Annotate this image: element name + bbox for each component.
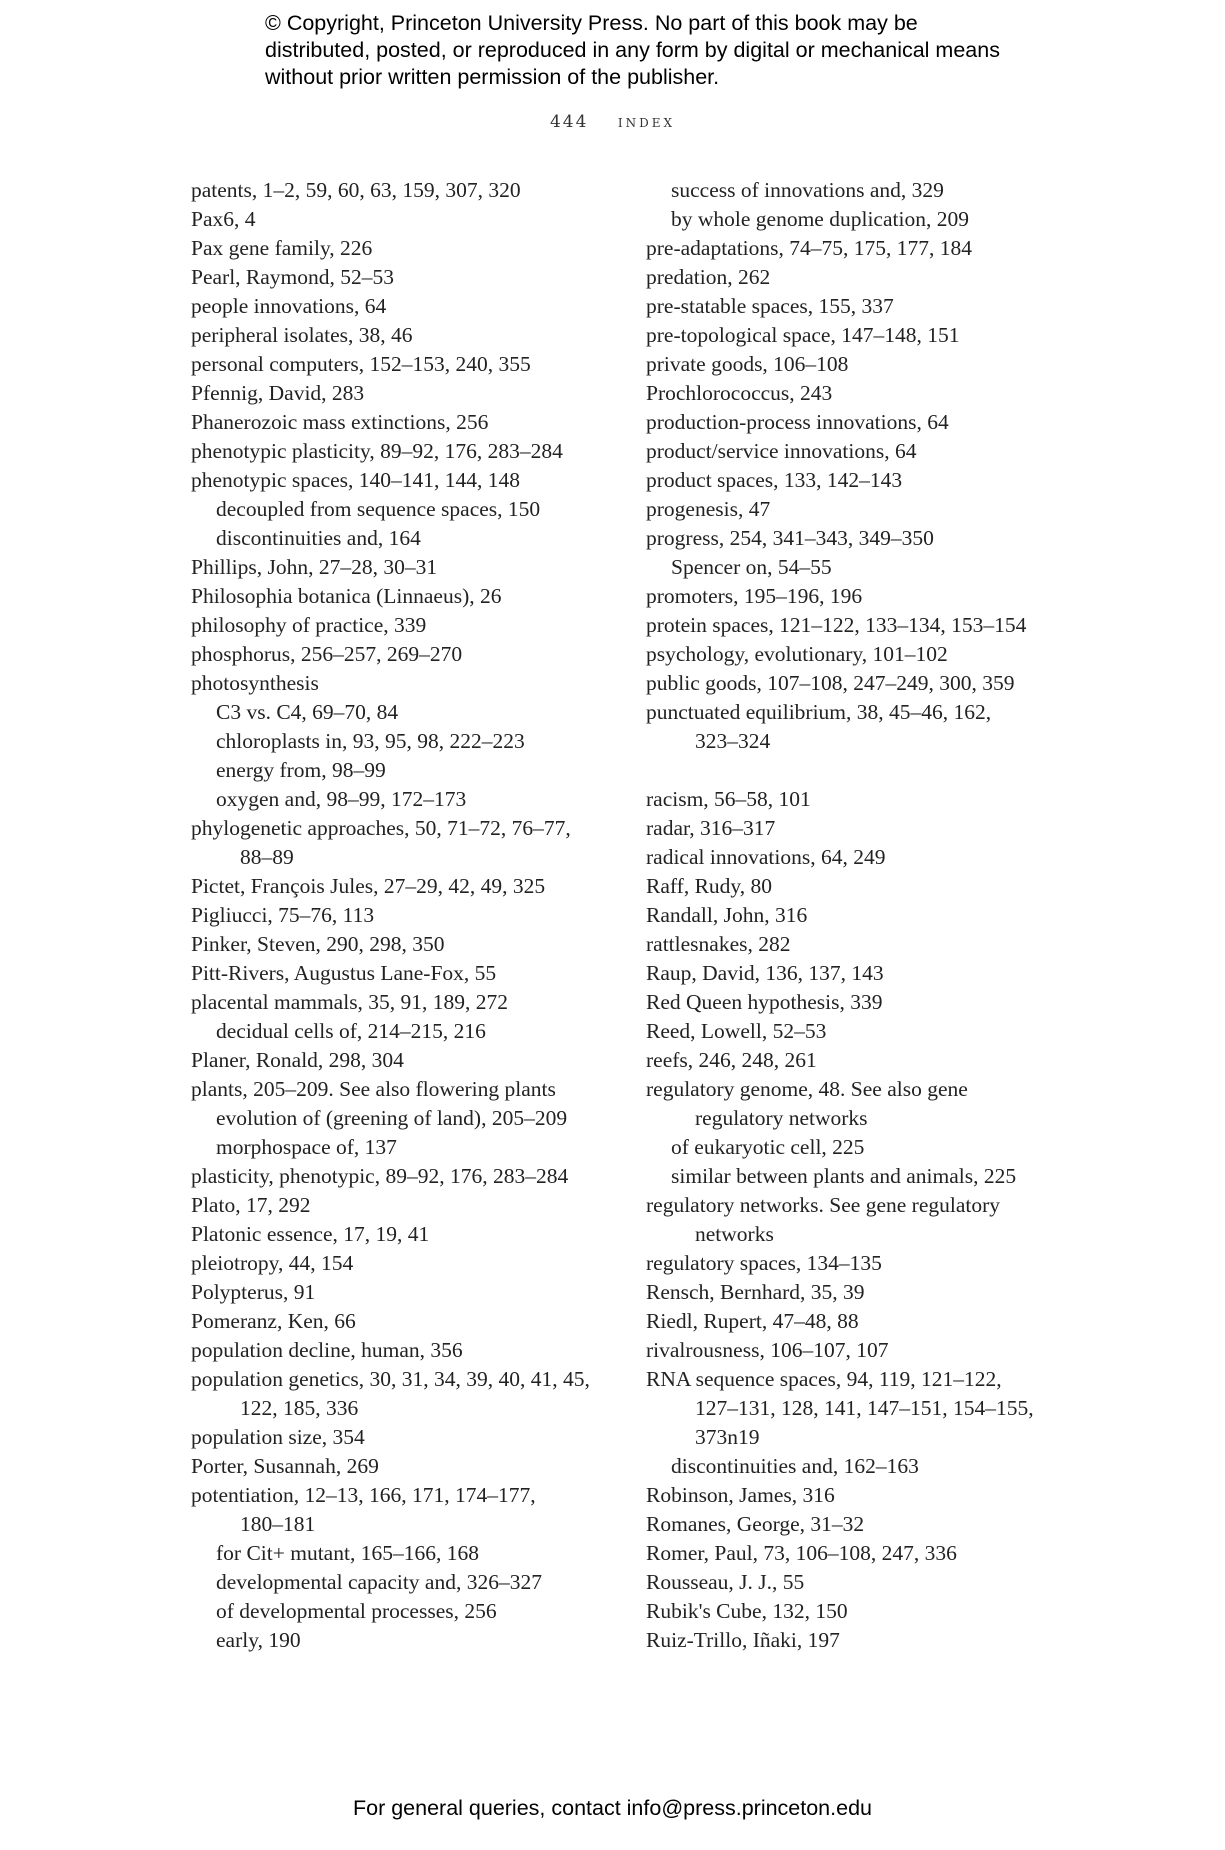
index-entry: Platonic essence, 17, 19, 41 bbox=[191, 1222, 430, 1246]
index-entry: progress, 254, 341–343, 349–350 bbox=[646, 526, 934, 550]
index-entry-continuation: 180–181 bbox=[240, 1512, 316, 1536]
index-entry: Pictet, François Jules, 27–29, 42, 49, 325 bbox=[191, 874, 546, 898]
index-entry: Rubik's Cube, 132, 150 bbox=[646, 1599, 848, 1623]
index-entry: Prochlorococcus, 243 bbox=[646, 381, 833, 405]
index-entry: peripheral isolates, 38, 46 bbox=[191, 323, 413, 347]
index-entry: population size, 354 bbox=[191, 1425, 365, 1449]
index-entry: Plato, 17, 292 bbox=[191, 1193, 311, 1217]
index-subentry: decoupled from sequence spaces, 150 bbox=[216, 497, 541, 521]
index-entry: Phillips, John, 27–28, 30–31 bbox=[191, 555, 438, 579]
index-entry: Pigliucci, 75–76, 113 bbox=[191, 903, 375, 927]
index-entry: regulatory spaces, 134–135 bbox=[646, 1251, 882, 1275]
index-entry: Pearl, Raymond, 52–53 bbox=[191, 265, 395, 289]
index-entry: Phanerozoic mass extinctions, 256 bbox=[191, 410, 489, 434]
index-entry: rivalrousness, 106–107, 107 bbox=[646, 1338, 889, 1362]
index-entry: production-process innovations, 64 bbox=[646, 410, 949, 434]
index-subentry: evolution of (greening of land), 205–209 bbox=[216, 1106, 568, 1130]
index-subentry: of eukaryotic cell, 225 bbox=[671, 1135, 865, 1159]
index-entry: personal computers, 152–153, 240, 355 bbox=[191, 352, 531, 376]
index-entry: Pitt-Rivers, Augustus Lane-Fox, 55 bbox=[191, 961, 497, 985]
index-entry: Pinker, Steven, 290, 298, 350 bbox=[191, 932, 445, 956]
index-subentry: oxygen and, 98–99, 172–173 bbox=[216, 787, 467, 811]
running-head bbox=[0, 112, 1225, 132]
index-entry: promoters, 195–196, 196 bbox=[646, 584, 863, 608]
index-entry: placental mammals, 35, 91, 189, 272 bbox=[191, 990, 509, 1014]
index-entry: philosophy of practice, 339 bbox=[191, 613, 427, 637]
index-entry: regulatory networks. See gene regulatory bbox=[646, 1193, 1001, 1217]
index-entry-continuation: 122, 185, 336 bbox=[240, 1396, 359, 1420]
index-entry: protein spaces, 121–122, 133–134, 153–154 bbox=[646, 613, 1027, 637]
index-entry-continuation: regulatory networks bbox=[695, 1106, 868, 1130]
index-entry: pre-statable spaces, 155, 337 bbox=[646, 294, 894, 318]
index-entry: RNA sequence spaces, 94, 119, 121–122, bbox=[646, 1367, 1002, 1391]
index-entry: Pomeranz, Ken, 66 bbox=[191, 1309, 356, 1333]
index-subentry: for Cit+ mutant, 165–166, 168 bbox=[216, 1541, 479, 1565]
index-entry: phenotypic plasticity, 89–92, 176, 283–284 bbox=[191, 439, 563, 463]
index-entry: Porter, Susannah, 269 bbox=[191, 1454, 379, 1478]
index-entry: Planer, Ronald, 298, 304 bbox=[191, 1048, 404, 1072]
index-subentry: energy from, 98–99 bbox=[216, 758, 386, 782]
index-entry: racism, 56–58, 101 bbox=[646, 787, 811, 811]
index-entry: Rensch, Bernhard, 35, 39 bbox=[646, 1280, 865, 1304]
index-subentry: similar between plants and animals, 225 bbox=[671, 1164, 1017, 1188]
index-entry-continuation: 323–324 bbox=[695, 729, 771, 753]
index-subentry: morphospace of, 137 bbox=[216, 1135, 397, 1159]
index-entry: Red Queen hypothesis, 339 bbox=[646, 990, 883, 1014]
index-entry: Reed, Lowell, 52–53 bbox=[646, 1019, 827, 1043]
index-entry: product/service innovations, 64 bbox=[646, 439, 917, 463]
index-subentry: early, 190 bbox=[216, 1628, 301, 1652]
index-entry: Ruiz-Trillo, Iñaki, 197 bbox=[646, 1628, 840, 1652]
index-subentry: by whole genome duplication, 209 bbox=[671, 207, 969, 231]
index-entry: population genetics, 30, 31, 34, 39, 40, 41, 45, bbox=[191, 1367, 590, 1391]
index-entry: pre-topological space, 147–148, 151 bbox=[646, 323, 960, 347]
index-entry: psychology, evolutionary, 101–102 bbox=[646, 642, 948, 666]
index-entry-continuation: 373n19 bbox=[695, 1425, 760, 1449]
footer-contact: For general queries, contact info@press.princeton.edu bbox=[352, 1796, 872, 1820]
index-subentry: of developmental processes, 256 bbox=[216, 1599, 497, 1623]
index-entry: Philosophia botanica (Linnaeus), 26 bbox=[191, 584, 502, 608]
index-entry: Robinson, James, 316 bbox=[646, 1483, 835, 1507]
index-entry: pleiotropy, 44, 154 bbox=[191, 1251, 354, 1275]
page-number: 444 bbox=[549, 112, 589, 132]
index-entry: regulatory genome, 48. See also gene bbox=[646, 1077, 968, 1101]
index-entry: phenotypic spaces, 140–141, 144, 148 bbox=[191, 468, 521, 492]
index-subentry: C3 vs. C4, 69–70, 84 bbox=[216, 700, 399, 724]
index-subentry: developmental capacity and, 326–327 bbox=[216, 1570, 542, 1594]
index-entry: photosynthesis bbox=[191, 671, 319, 695]
index-entry: public goods, 107–108, 247–249, 300, 359 bbox=[646, 671, 1015, 695]
index-column-left bbox=[191, 176, 611, 1655]
section-title: index bbox=[617, 112, 676, 132]
index-entry: reefs, 246, 248, 261 bbox=[646, 1048, 817, 1072]
index-subentry: Spencer on, 54–55 bbox=[671, 555, 832, 579]
index-entry: plasticity, phenotypic, 89–92, 176, 283–284 bbox=[191, 1164, 569, 1188]
index-entry: punctuated equilibrium, 38, 45–46, 162, bbox=[646, 700, 992, 724]
index-subentry: decidual cells of, 214–215, 216 bbox=[216, 1019, 486, 1043]
index-subentry: discontinuities and, 164 bbox=[216, 526, 421, 550]
index-entry: population decline, human, 356 bbox=[191, 1338, 463, 1362]
index-subentry: discontinuities and, 162–163 bbox=[671, 1454, 919, 1478]
index-entry: progenesis, 47 bbox=[646, 497, 771, 521]
index-entry: radar, 316–317 bbox=[646, 816, 776, 840]
index-entry: product spaces, 133, 142–143 bbox=[646, 468, 903, 492]
index-entry-continuation: networks bbox=[695, 1222, 774, 1246]
index-entry: phylogenetic approaches, 50, 71–72, 76–77, bbox=[191, 816, 571, 840]
index-entry: private goods, 106–108 bbox=[646, 352, 849, 376]
index-entry: Raff, Rudy, 80 bbox=[646, 874, 773, 898]
index-entry: Riedl, Rupert, 47–48, 88 bbox=[646, 1309, 859, 1333]
index-column-right bbox=[646, 176, 1066, 1655]
index-entry-continuation: 88–89 bbox=[240, 845, 294, 869]
index-entry: pre-adaptations, 74–75, 175, 177, 184 bbox=[646, 236, 973, 260]
index-subentry: chloroplasts in, 93, 95, 98, 222–223 bbox=[216, 729, 525, 753]
index-entry: Pax gene family, 226 bbox=[191, 236, 373, 260]
index-entry: plants, 205–209. See also flowering plants bbox=[191, 1077, 556, 1101]
index-entry: Pfennig, David, 283 bbox=[191, 381, 365, 405]
index-entry: Polypterus, 91 bbox=[191, 1280, 316, 1304]
index-entry: Rousseau, J. J., 55 bbox=[646, 1570, 805, 1594]
index-entry: phosphorus, 256–257, 269–270 bbox=[191, 642, 463, 666]
index-entry: Raup, David, 136, 137, 143 bbox=[646, 961, 884, 985]
copyright-notice: © Copyright, Princeton University Press. No part of this book may be distributed, posted, or reproduced in any form by digital or mechanical means without prior written permission of the publisher. bbox=[265, 11, 1000, 89]
letter-group-gap bbox=[646, 756, 1066, 785]
index-subentry: success of innovations and, 329 bbox=[671, 178, 944, 202]
index-entry: patents, 1–2, 59, 60, 63, 159, 307, 320 bbox=[191, 178, 521, 202]
index-entry: Romanes, George, 31–32 bbox=[646, 1512, 865, 1536]
index-entry: predation, 262 bbox=[646, 265, 771, 289]
index-entry: people innovations, 64 bbox=[191, 294, 387, 318]
index-entry: radical innovations, 64, 249 bbox=[646, 845, 886, 869]
index-entry: Pax6, 4 bbox=[191, 207, 256, 231]
index-entry-continuation: 127–131, 128, 141, 147–151, 154–155, bbox=[695, 1396, 1034, 1420]
index-entry: rattlesnakes, 282 bbox=[646, 932, 791, 956]
index-entry: potentiation, 12–13, 166, 171, 174–177, bbox=[191, 1483, 536, 1507]
index-entry: Romer, Paul, 73, 106–108, 247, 336 bbox=[646, 1541, 957, 1565]
index-entry: Randall, John, 316 bbox=[646, 903, 808, 927]
